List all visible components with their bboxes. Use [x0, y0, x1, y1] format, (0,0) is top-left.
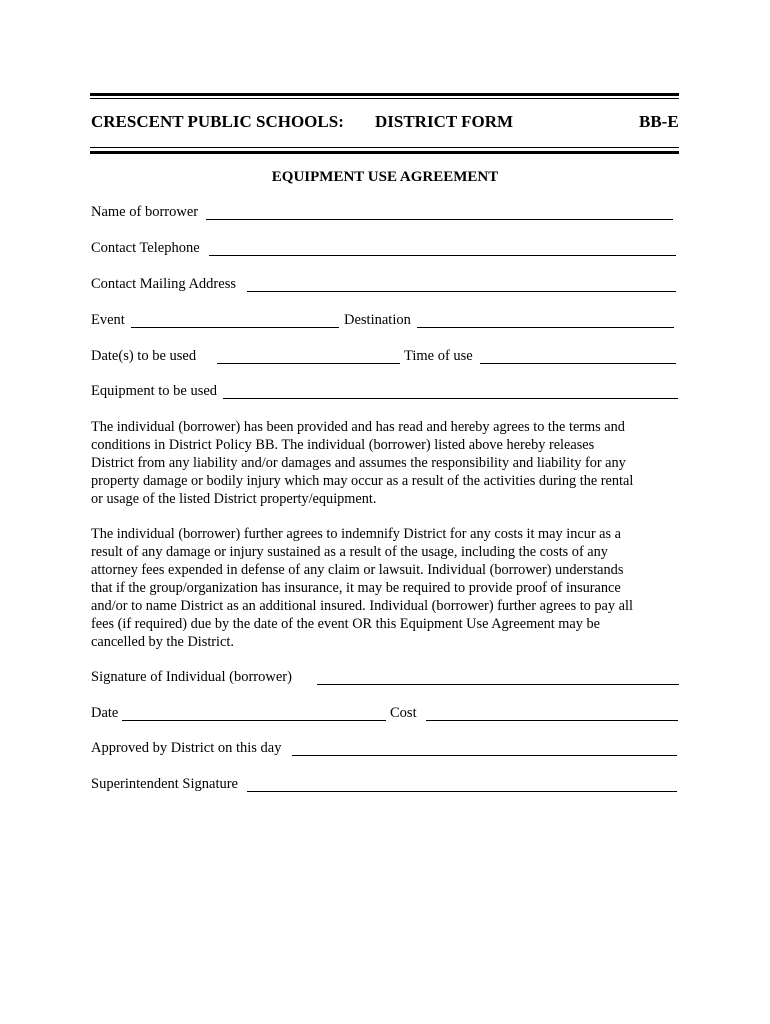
- paragraph-line: The individual (borrower) has been provided and has read and hereby agrees to the terms and: [91, 419, 625, 435]
- paragraph-line: result of any damage or injury sustained as a result of the usage, including the costs of any: [91, 544, 608, 560]
- destination-field[interactable]: [417, 327, 674, 328]
- signature-field[interactable]: [317, 684, 679, 685]
- telephone-field[interactable]: [209, 255, 676, 256]
- paragraph-line: District from any liability and/or damages and assumes the responsibility and liability for any: [91, 455, 626, 471]
- superintendent-label: Superintendent Signature: [91, 776, 238, 792]
- time-of-use-field[interactable]: [480, 363, 676, 364]
- cost-label: Cost: [390, 705, 417, 721]
- paragraph-line: fees (if required) due by the date of the event OR this Equipment Use Agreement may be: [91, 616, 600, 632]
- borrower-name-row: [91, 204, 681, 224]
- telephone-row: [91, 240, 681, 260]
- mailing-address-field[interactable]: [247, 291, 676, 292]
- telephone-label: Contact Telephone: [91, 240, 200, 256]
- dates-label: Date(s) to be used: [91, 348, 197, 364]
- borrower-name-field[interactable]: [206, 219, 673, 220]
- date-cost-row: [91, 705, 681, 725]
- paragraph-line: The individual (borrower) further agrees to indemnify District for any costs it may incur as a: [91, 526, 622, 542]
- paragraph-line: that if the group/organization has insurance, it may be required to provide proof of insurance: [91, 580, 621, 596]
- paragraph-line: or usage of the listed District property/equipment.: [91, 491, 377, 507]
- destination-label: Destination: [344, 312, 411, 328]
- top-rule-thick: [90, 93, 679, 96]
- signature-row: [91, 669, 681, 689]
- paragraph-line: property damage or bodily injury which may occur as a result of the activities during the rental: [91, 473, 634, 489]
- organization-name: CRESCENT PUBLIC SCHOOLS:: [91, 112, 344, 131]
- top-rule-thin: [90, 98, 679, 99]
- time-of-use-label: Time of use: [404, 348, 473, 364]
- equipment-field[interactable]: [223, 398, 678, 399]
- borrower-name-label: Name of borrower: [91, 204, 199, 220]
- date-label: Date: [91, 705, 119, 721]
- paragraph-line: and/or to name District as an additional insured. Individual (borrower) further agrees to pay all: [91, 598, 633, 614]
- form-title: EQUIPMENT USE AGREEMENT: [271, 169, 499, 185]
- signature-label: Signature of Individual (borrower): [91, 669, 292, 685]
- mailing-address-row: [91, 276, 681, 296]
- indemnify-paragraph: [91, 525, 691, 651]
- cost-field[interactable]: [426, 720, 678, 721]
- paragraph-line: cancelled by the District.: [91, 634, 234, 650]
- equipment-label: Equipment to be used: [91, 383, 218, 399]
- mailing-address-label: Contact Mailing Address: [91, 276, 236, 292]
- dates-field[interactable]: [217, 363, 400, 364]
- approved-row: [91, 740, 681, 760]
- header-rule-thin: [90, 147, 679, 148]
- event-label: Event: [91, 312, 125, 328]
- release-paragraph: [91, 418, 691, 508]
- event-field[interactable]: [131, 327, 339, 328]
- header-rule-thick: [90, 151, 679, 154]
- dates-time-row: [91, 348, 681, 368]
- equipment-row: [91, 383, 681, 403]
- event-destination-row: [91, 312, 681, 332]
- form-code: BB-E: [639, 112, 679, 131]
- paragraph-line: conditions in District Policy BB. The individual (borrower) listed above hereby releases: [91, 437, 595, 453]
- approved-field[interactable]: [292, 755, 677, 756]
- superintendent-signature-field[interactable]: [247, 791, 677, 792]
- paragraph-line: attorney fees expended in defense of any claim or lawsuit. Individual (borrower) understands: [91, 562, 624, 578]
- superintendent-row: [91, 776, 681, 796]
- date-field[interactable]: [122, 720, 386, 721]
- approved-label: Approved by District on this day: [91, 740, 282, 756]
- form-type: DISTRICT FORM: [375, 112, 514, 131]
